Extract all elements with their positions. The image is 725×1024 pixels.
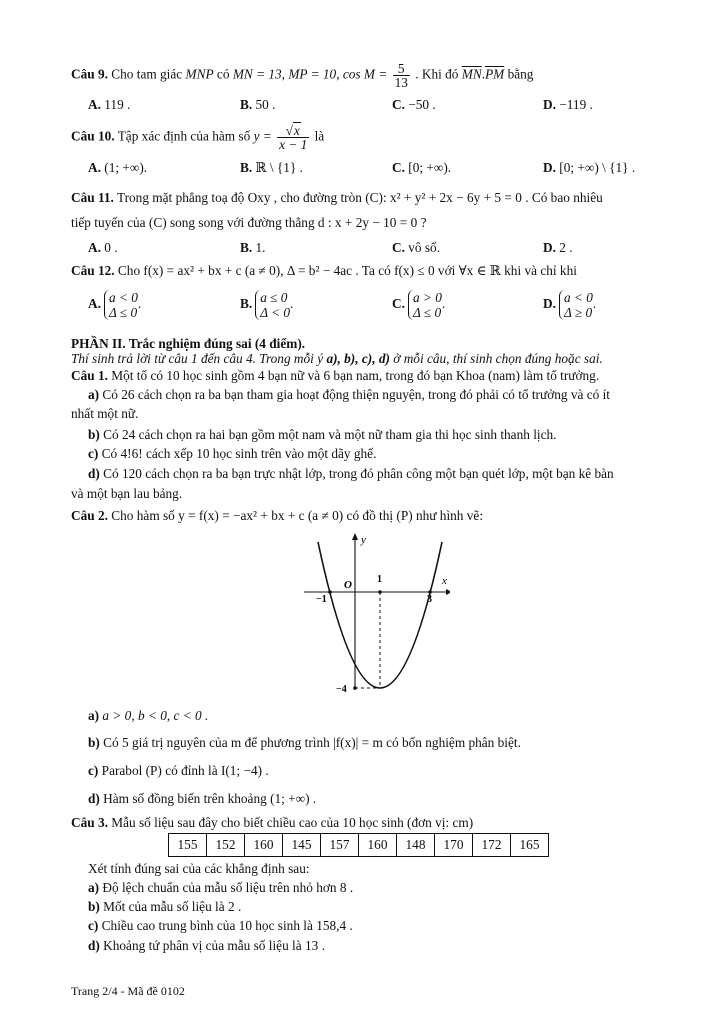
statement-a[interactable] <box>88 880 353 896</box>
statement-text: Có 4!6! cách xếp 10 học sinh trên vào một dãy ghế. <box>101 446 377 461</box>
fraction-den: 13 <box>394 75 408 90</box>
statement-c[interactable] <box>88 446 376 462</box>
question-text: có <box>216 66 230 82</box>
statement-text: nhất một nữ. <box>71 406 139 421</box>
option-label: C. <box>392 160 405 175</box>
statement-d-cont <box>71 486 182 502</box>
question-12 <box>71 263 577 279</box>
table-cell: 152 <box>207 834 245 857</box>
table-cell: 157 <box>321 834 359 857</box>
tick-label-xm1: −1 <box>316 594 327 605</box>
fraction-num <box>277 124 309 138</box>
statement-d[interactable] <box>88 466 614 482</box>
statement-text: a > 0, b < 0, c < 0 . <box>102 708 209 723</box>
option-b[interactable] <box>240 97 275 113</box>
statement-text: và một bạn lau bảng. <box>71 486 183 501</box>
option-value: ℝ \ {1} . <box>255 160 303 175</box>
option-label: C. <box>392 296 405 312</box>
statement-a-cont <box>71 406 138 422</box>
statement-b[interactable] <box>88 899 241 915</box>
system-line: a > 0 <box>412 290 442 305</box>
tick-dot <box>328 590 332 594</box>
statement-label: b) <box>88 427 100 442</box>
statement-b[interactable] <box>88 735 521 751</box>
table-cell: 145 <box>283 834 321 857</box>
option-a[interactable] <box>88 160 147 176</box>
option-value: [0; +∞) \ {1} . <box>559 160 636 175</box>
statement-text: Có 24 cách chọn ra hai bạn gồm một nam và một nữ tham gia thi học sinh thanh lịch. <box>103 427 557 442</box>
option-label: D. <box>543 97 556 112</box>
condition-text: MN = 13, MP = 10, cos M = <box>232 66 388 82</box>
option-value: vô số. <box>408 240 441 255</box>
option-value: −119 . <box>559 97 593 112</box>
question-label: Câu 11. <box>71 190 114 205</box>
instruction-items: a), b), c), d) <box>326 351 390 366</box>
tick-label-ym4: −4 <box>336 684 347 695</box>
table-cell: 148 <box>397 834 435 857</box>
option-label: A. <box>88 296 101 312</box>
part-2-title: PHẦN II. Trắc nghiệm đúng sai (4 điểm). <box>71 336 306 351</box>
dot-product-sign: . <box>481 66 486 82</box>
tf-question-3 <box>71 815 473 831</box>
question-label: Câu 12. <box>71 263 115 278</box>
option-c[interactable] <box>392 290 445 320</box>
option-d[interactable] <box>543 97 593 113</box>
option-label: D. <box>543 296 556 312</box>
condition-system <box>408 290 442 320</box>
system-line: Δ ≤ 0 <box>412 305 442 320</box>
question-label: Câu 3. <box>71 815 108 830</box>
statement-a[interactable] <box>88 387 610 403</box>
question-label: Câu 9. <box>71 66 108 82</box>
table-cell: 155 <box>169 834 207 857</box>
x-axis-label: x <box>442 575 447 587</box>
statement-label: c) <box>88 918 99 933</box>
table-cell: 170 <box>435 834 473 857</box>
statement-label: d) <box>88 938 100 953</box>
option-label: D. <box>543 160 556 175</box>
tick-label-x3: 3 <box>427 594 432 605</box>
sqrt-sign: √ <box>285 123 293 138</box>
option-d[interactable] <box>543 240 573 256</box>
system-line: a < 0 <box>563 290 593 305</box>
statement-d[interactable] <box>88 791 316 807</box>
question-text: Tập xác định của hàm số <box>117 128 251 144</box>
option-value: 119 . <box>104 97 131 112</box>
statement-c[interactable] <box>88 763 269 779</box>
radicand: x <box>293 123 300 138</box>
statement-text: Có 120 cách chọn ra ba bạn trực nhật lớp, trong đó phân công một bạn quét lớp, một bạn kê bàn <box>103 466 614 481</box>
question-text: Cho tam giác <box>111 66 183 82</box>
question-text: Mẫu số liệu sau đây cho biết chiều cao của 10 học sinh (đơn vị: cm) <box>111 815 474 830</box>
question-text: Trong mặt phẳng toạ độ Oxy , cho đường tròn (C): x² + y² + 2x − 6y + 5 = 0 . Có bao nhiêu <box>116 190 603 205</box>
condition-system <box>104 290 138 320</box>
option-end: . <box>441 296 446 312</box>
option-value: −50 . <box>408 97 436 112</box>
option-label: C. <box>392 240 405 255</box>
tick-dot <box>378 590 382 594</box>
y-axis-arrow <box>352 533 358 540</box>
fraction-num: 5 <box>393 62 410 76</box>
instruction-text: ở mỗi câu, thí sinh chọn đúng hoặc sai. <box>393 351 603 366</box>
statement-label: d) <box>88 466 100 481</box>
option-end: . <box>592 296 597 312</box>
statement-text: Độ lệch chuẩn của mẫu số liệu trên nhỏ hơn 8 . <box>102 880 354 895</box>
option-label: B. <box>240 97 253 112</box>
option-value: 0 . <box>104 240 118 255</box>
option-label: B. <box>240 160 253 175</box>
instruction-text: Thí sinh trả lời từ câu 1 đến câu 4. Trong mỗi ý <box>71 351 324 366</box>
question-11 <box>71 190 603 206</box>
question-text: là <box>314 128 325 144</box>
function-lhs: y = <box>253 128 272 144</box>
statement-label: b) <box>88 899 100 914</box>
question-11-cont <box>71 215 426 231</box>
statement-text: Có 26 cách chọn ra ba bạn tham gia hoạt động thiện nguyện, trong đó phải có tổ trưởng và có ít <box>102 387 610 402</box>
option-label: C. <box>392 97 405 112</box>
triangle-name: MNP <box>185 66 214 82</box>
option-d[interactable] <box>543 290 596 320</box>
statements-intro: Xét tính đúng sai của các khẳng định sau: <box>88 861 310 876</box>
option-c[interactable] <box>392 160 451 176</box>
option-c[interactable] <box>392 97 436 113</box>
condition-system <box>559 290 593 320</box>
fraction <box>277 124 309 151</box>
tick-dot <box>353 686 357 690</box>
parabola-graph <box>300 530 450 700</box>
statement-d[interactable] <box>88 938 325 954</box>
system-line: a ≤ 0 <box>260 290 288 305</box>
system-line: Δ ≥ 0 <box>563 305 593 320</box>
fraction-den: x − 1 <box>279 137 308 152</box>
statement-text: Mốt của mẫu số liệu là 2 . <box>103 899 242 914</box>
statement-text: Parabol (P) có đỉnh là I(1; −4) . <box>101 763 269 778</box>
statement-a[interactable] <box>88 708 208 724</box>
system-line: a < 0 <box>108 290 138 305</box>
statement-label: b) <box>88 735 100 750</box>
option-label: B. <box>240 240 253 255</box>
table-cell: 160 <box>359 834 397 857</box>
statement-label: c) <box>88 763 99 778</box>
tick-label-x1: 1 <box>377 574 382 585</box>
tf-question-1 <box>71 368 599 384</box>
option-b[interactable] <box>240 290 293 320</box>
statement-label: a) <box>88 387 100 402</box>
system-line: Δ < 0 <box>260 305 291 320</box>
option-a[interactable] <box>88 240 118 256</box>
statement-label: a) <box>88 880 100 895</box>
option-label: A. <box>88 240 101 255</box>
option-label: A. <box>88 97 101 112</box>
option-a[interactable] <box>88 290 141 320</box>
question-label: Câu 2. <box>71 508 108 523</box>
statement-c[interactable] <box>88 918 353 934</box>
y-axis-label: y <box>361 534 366 546</box>
table-cell: 165 <box>511 834 549 857</box>
statement-text: Hàm số đồng biến trên khoảng (1; +∞) . <box>103 791 317 806</box>
option-a[interactable] <box>88 97 130 113</box>
table-cell: 160 <box>245 834 283 857</box>
x-axis-arrow <box>446 589 450 595</box>
option-value: 1. <box>255 240 266 255</box>
table-row <box>169 834 549 857</box>
statement-b[interactable] <box>88 427 556 443</box>
option-b[interactable] <box>240 240 266 256</box>
option-label: B. <box>240 296 253 312</box>
option-d[interactable] <box>543 160 635 176</box>
question-label: Câu 1. <box>71 368 108 383</box>
option-end: . <box>137 296 142 312</box>
page-footer: Trang 2/4 - Mã đề 0102 <box>71 984 185 998</box>
heights-table <box>168 833 549 857</box>
vector-pm: $\overline{PM}$ <box>485 66 505 82</box>
option-label: D. <box>543 240 556 255</box>
condition-system <box>255 290 290 320</box>
option-label: A. <box>88 160 101 175</box>
question-10 <box>71 124 324 151</box>
option-end: . <box>290 296 294 312</box>
question-text: Một tổ có 10 học sinh gồm 4 bạn nữ và 6 bạn nam, trong đó bạn Khoa (nam) làm tổ trưởng. <box>111 368 600 383</box>
question-text: Cho hàm số y = f(x) = −ax² + bx + c (a ≠ 0) có đồ thị (P) như hình vẽ: <box>111 508 484 523</box>
statement-label: c) <box>88 446 99 461</box>
fraction <box>393 62 410 89</box>
vector-mn: $\overline{MN}$ <box>461 66 482 82</box>
question-text: . Khi đó <box>415 66 459 82</box>
tf-question-2 <box>71 508 483 524</box>
statement-label: d) <box>88 791 100 806</box>
option-b[interactable] <box>240 160 303 176</box>
origin-label: O <box>344 579 352 591</box>
statement-text: Chiều cao trung bình của 10 học sinh là 158,4 . <box>101 918 353 933</box>
question-label: Câu 10. <box>71 128 115 144</box>
table-cell: 172 <box>473 834 511 857</box>
option-c[interactable] <box>392 240 440 256</box>
option-value: 50 . <box>255 97 276 112</box>
question-text: tiếp tuyến của (C) song song với đường thẳng d : x + 2y − 10 = 0 ? <box>71 215 427 230</box>
option-value: [0; +∞). <box>408 160 452 175</box>
statement-label: a) <box>88 708 100 723</box>
part-2-instructions <box>71 351 603 367</box>
option-value: 2 . <box>559 240 573 255</box>
option-value: (1; +∞). <box>104 160 148 175</box>
statement-text: Có 5 giá trị nguyên của m để phương trình |f(x)| = m có bốn nghiệm phân biệt. <box>103 735 521 750</box>
question-text: bằng <box>507 66 534 82</box>
system-line: Δ ≤ 0 <box>108 305 138 320</box>
question-9 <box>71 62 533 89</box>
question-text: Cho f(x) = ax² + bx + c (a ≠ 0), Δ = b² − 4ac . Ta có f(x) ≤ 0 với ∀x ∈ ℝ khi và chỉ khi <box>117 263 577 278</box>
statement-text: Khoảng tứ phân vị của mẫu số liệu là 13 . <box>103 938 325 953</box>
